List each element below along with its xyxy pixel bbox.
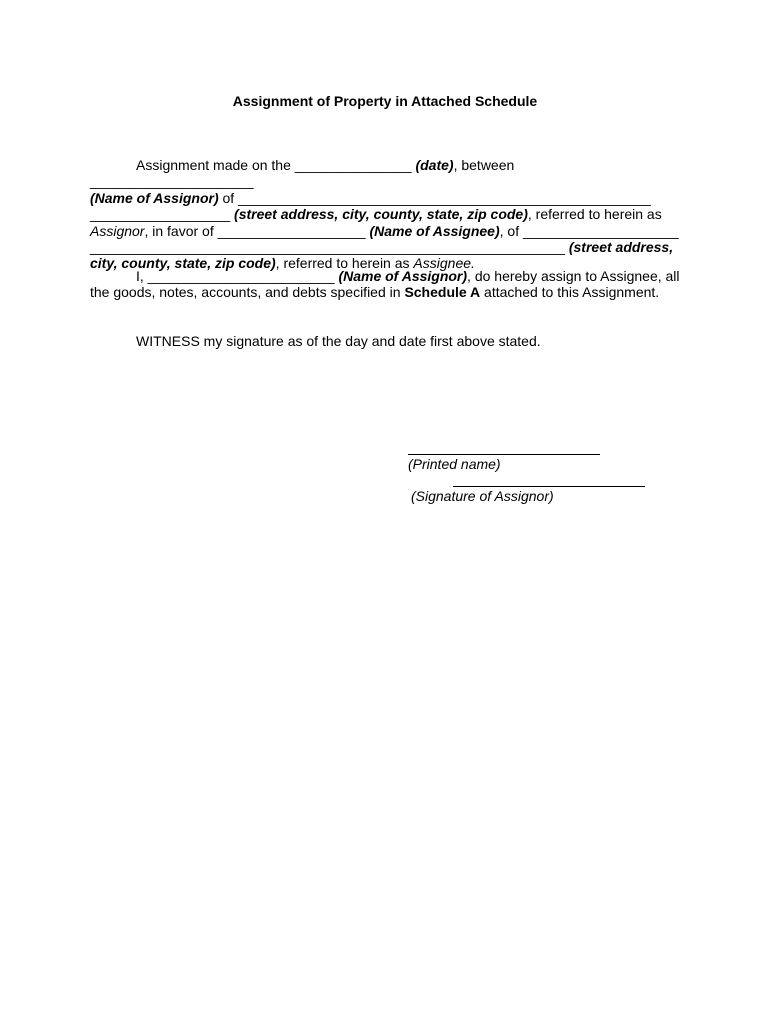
p1-text-9: , in favor of ___________________ [144,222,370,239]
witness-paragraph [90,333,680,349]
assign-clause-paragraph [90,268,680,301]
p1-text-7: , referred to herein as [527,206,662,223]
p1-text-11: , of ____________________ _____________________________________________________________ [90,222,679,256]
signature-label: (Signature of Assignor) [411,488,554,504]
p1-assignee-address-label: (street address, city, county, state, zip code) [90,239,674,272]
p2-text-3: , do hereby assign to Assignee, all the goods, notes, accounts, and debts specified in [90,268,680,301]
p1-text-13: , referred to herein as [275,255,414,272]
p1-date-label: (date) [415,157,454,173]
p1-text-5: of _____________________________________________________ __________________ [90,189,651,223]
witness-text: WITNESS my signature as of the day and date first above stated. [136,333,541,349]
p2-assignor-name-label: (Name of Assignor) [338,268,468,284]
p2-text-5: attached to this Assignment. [480,284,660,301]
p1-assignor-address-label: (street address, city, county, state, zip code) [234,206,528,223]
p1-assignor-name-label: (Name of Assignor) [90,189,219,206]
printed-name-label: (Printed name) [408,456,501,472]
p2-text-1: I, ________________________ [136,268,339,284]
p1-assignee-name-label: (Name of Assignee) [369,222,500,239]
signature-line[interactable] [453,486,645,487]
document-title: Assignment of Property in Attached Schedule [232,93,538,109]
p2-schedule-a: Schedule A [404,284,481,301]
p1-assignor-term: Assignor [90,222,145,239]
p1-text-3: , between _____________________ [90,157,515,190]
p1-assignee-term: Assignee. [413,255,475,272]
p1-text-1: Assignment made on the _______________ [136,157,416,173]
assignment-paragraph [90,157,680,272]
printed-name-line[interactable] [408,454,600,455]
